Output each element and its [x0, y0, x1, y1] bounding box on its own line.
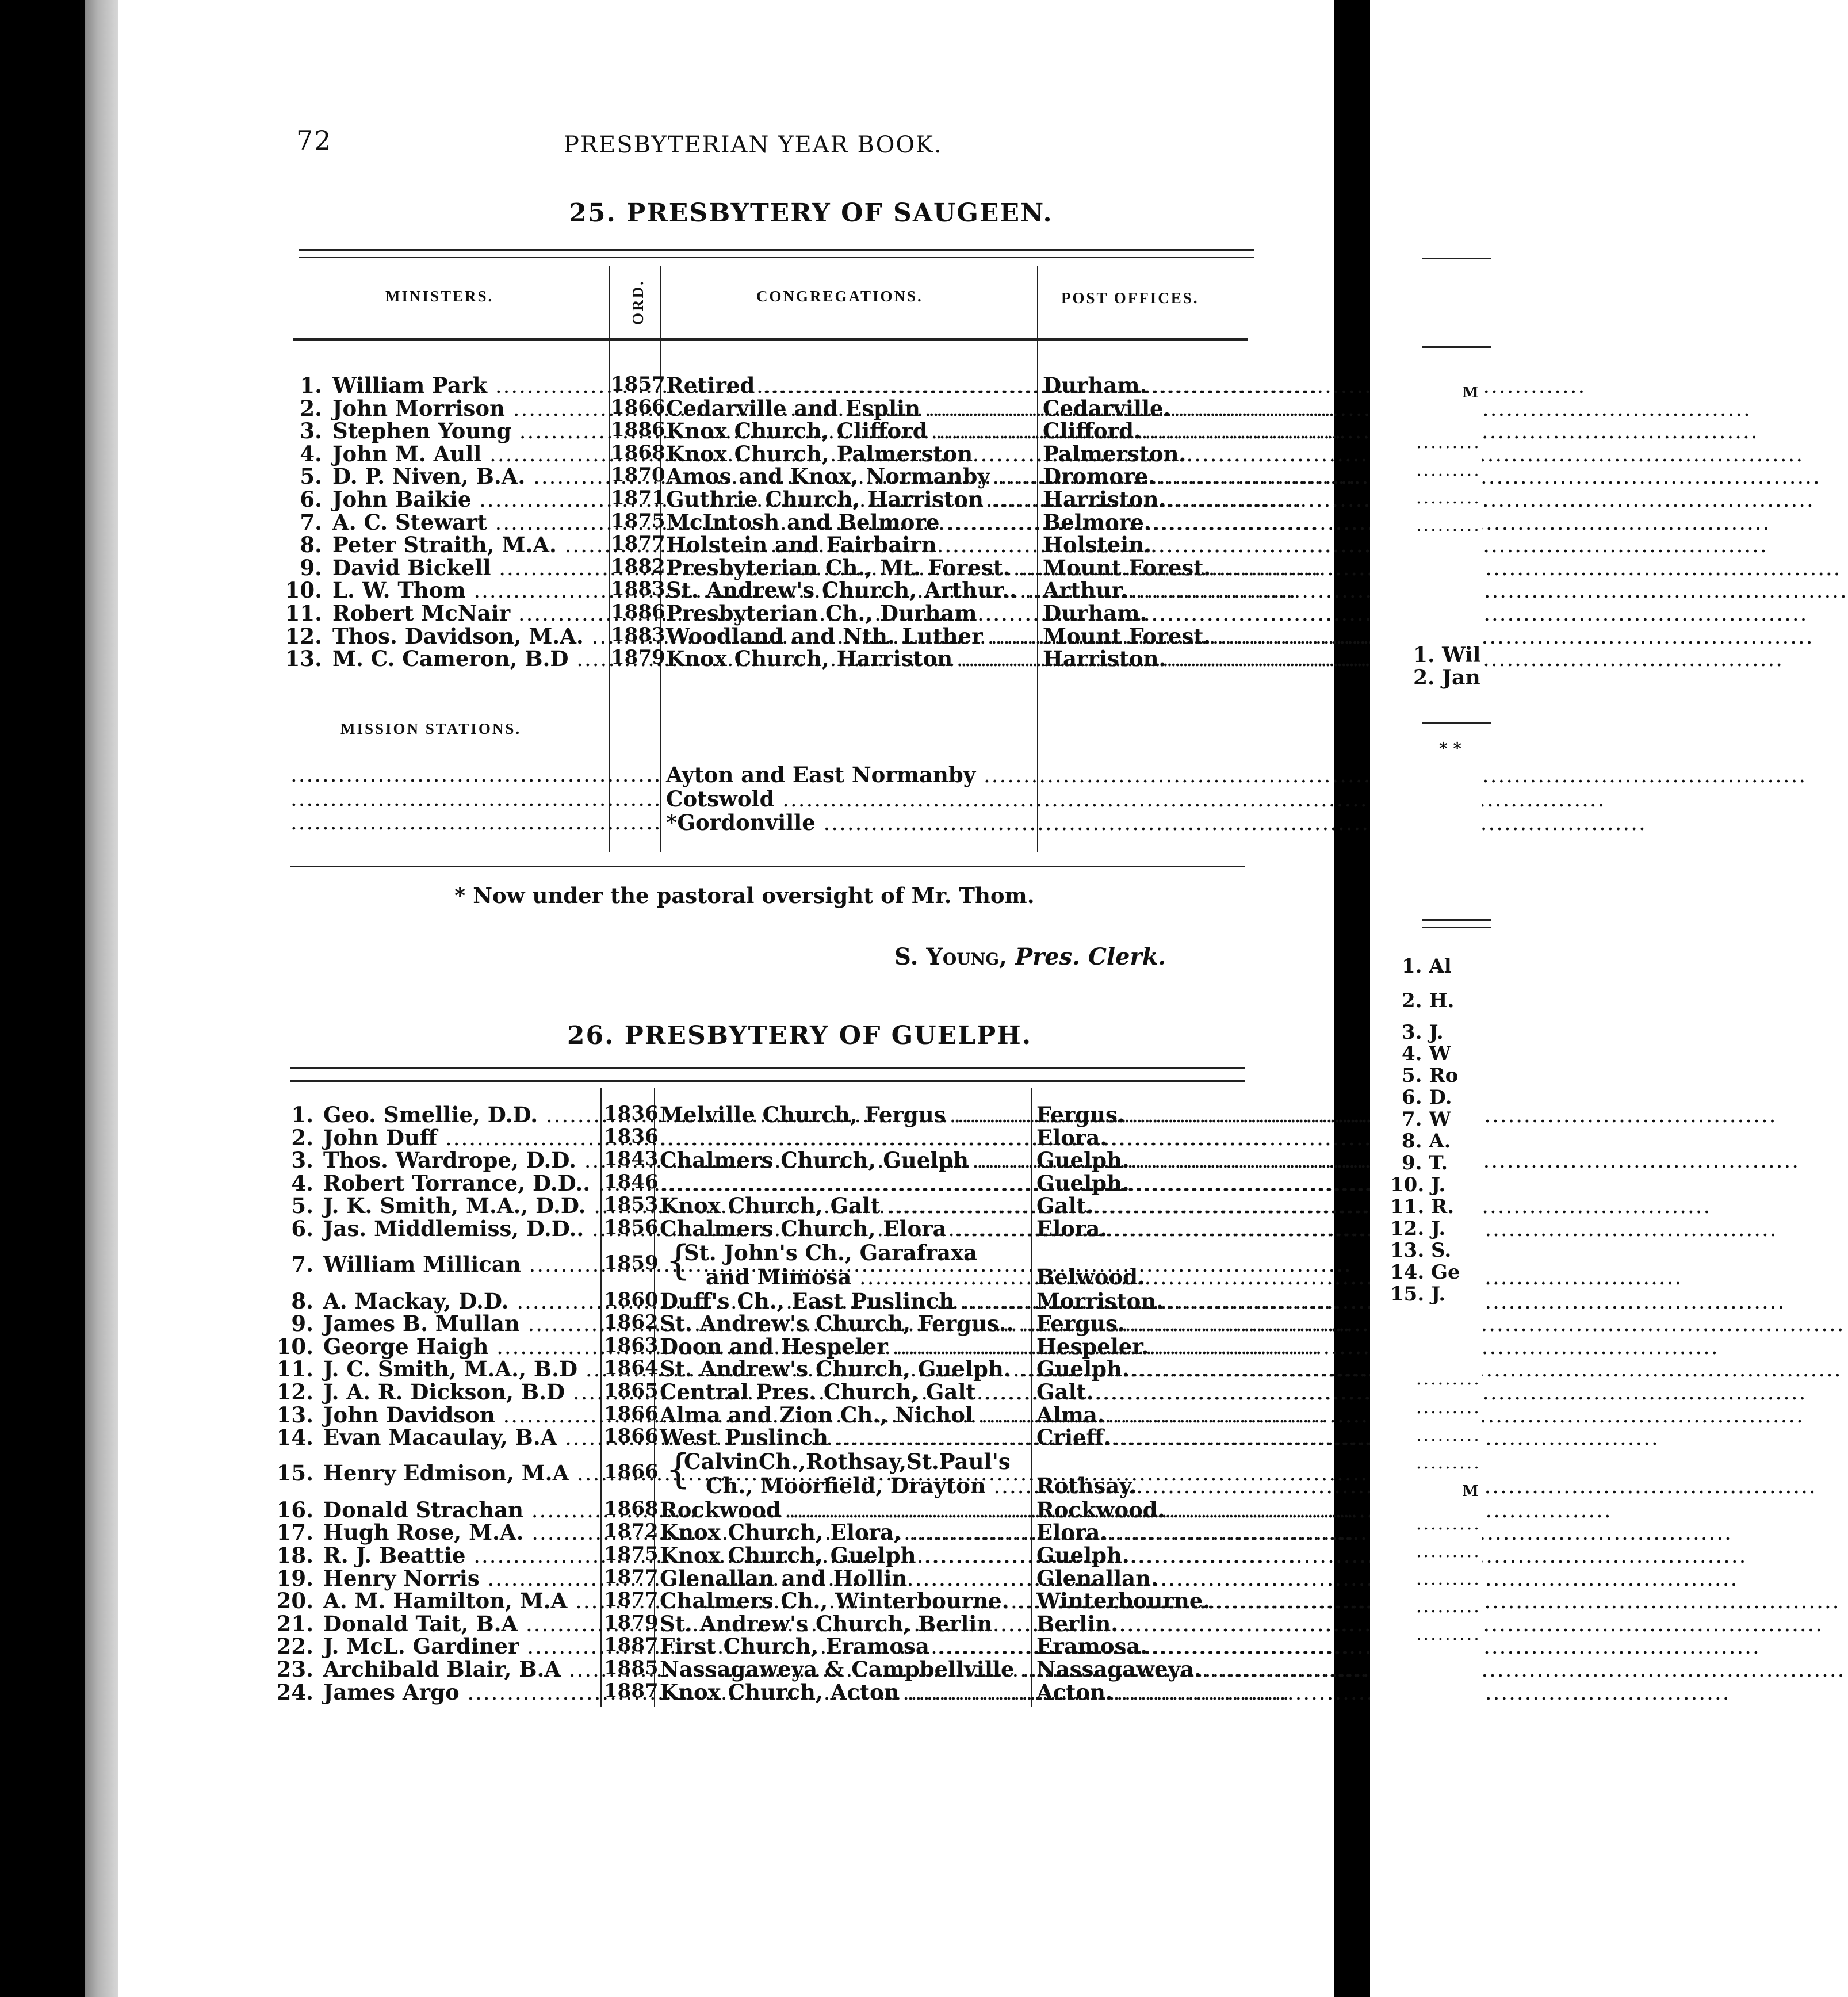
row-number: 3.	[300, 418, 322, 443]
facing-dots-3: .........	[1416, 488, 1481, 508]
row-number: 7.	[291, 1251, 313, 1277]
facing-list-item: 10. J.	[1390, 1173, 1446, 1196]
post-office: Galt.	[1036, 1193, 1094, 1219]
ordination-year: 1865	[604, 1379, 659, 1402]
minister-name: Donald Tait, B.A .....	[323, 1611, 599, 1636]
section-title-saugeen: 25. PRESBYTERY OF SAUGEEN.	[569, 198, 1053, 228]
congregation: Chalmers Church, Elora .....	[660, 1216, 1031, 1241]
minister-name: Archibald Blair, B.A .....	[323, 1656, 599, 1682]
post-office: Fergus.	[1036, 1311, 1125, 1337]
post-office: Arthur.	[1043, 577, 1128, 603]
mission-station: *Gordonville .....	[666, 810, 1034, 835]
ordination-year: 1870	[611, 464, 665, 487]
facing-list-item: 4. W	[1402, 1042, 1451, 1065]
mission-ord-dots: ......	[614, 786, 662, 811]
post-office: Mount Forest.	[1043, 555, 1211, 580]
post-office: Eramosa.	[1036, 1633, 1148, 1659]
congregation	[660, 1170, 1031, 1196]
minister-name: J. McL. Gardiner .....	[323, 1633, 599, 1659]
congregation: First Church, Eramosa .....	[660, 1633, 1031, 1659]
ordination-year: 1864	[604, 1356, 659, 1380]
minister-name: John Duff .....	[323, 1125, 599, 1150]
facing-dots-2: .........	[1416, 460, 1481, 480]
mission-ord-dots: ......	[614, 810, 662, 835]
facing-lower-fragment: M	[1462, 1483, 1479, 1500]
facing-dots-9: .........	[1416, 1514, 1481, 1534]
ordination-year: 1866	[604, 1402, 659, 1425]
minister-name: J. A. R. Dickson, B.D .....	[323, 1379, 599, 1405]
ordination-year: 1866	[604, 1425, 659, 1448]
congregation: Nassagaweya & Campbellville .....	[660, 1656, 1031, 1682]
minister-name: James B. Mullan .....	[323, 1311, 599, 1336]
minister-name: R. J. Beattie .....	[323, 1543, 599, 1568]
post-office: Galt.	[1036, 1379, 1094, 1405]
minister-name: Henry Edmison, M.A .....	[323, 1460, 599, 1486]
ordination-year: 1879	[611, 646, 665, 669]
post-office: Holstein.	[1043, 532, 1151, 557]
row-number: 4.	[291, 1170, 313, 1196]
ordination-year: 1871	[611, 487, 665, 510]
congregation: Glenallan and Hollin .....	[660, 1566, 1031, 1591]
post-office: Belmore.	[1043, 510, 1151, 535]
minister-name: John Morrison .....	[332, 396, 607, 421]
minister-name: D. P. Niven, B.A. .....	[332, 464, 607, 489]
ordination-year: 1887	[604, 1679, 659, 1703]
post-office: Rothsay.	[1036, 1472, 1137, 1498]
facing-star-row: * *	[1439, 739, 1462, 758]
ordination-year: 1868	[604, 1497, 659, 1520]
facing-list-item: 11. R.	[1390, 1195, 1455, 1218]
post-office: Palmerston.	[1043, 441, 1187, 466]
col-header-ord: ORD.	[629, 280, 646, 325]
post-office: Durham.	[1043, 373, 1147, 398]
congregation: St. Andrew's Church, Fergus.. .....	[660, 1311, 1031, 1336]
page-number: 72	[296, 125, 332, 156]
row-number: 14.	[276, 1425, 313, 1451]
row-number: 23.	[276, 1656, 313, 1682]
row-number: 15.	[276, 1460, 313, 1486]
minister-name: John Baikie .....	[332, 487, 607, 512]
clerk-name: S. Young,	[894, 943, 1008, 970]
row-number: 10.	[285, 577, 322, 603]
ordination-year: 1882	[611, 555, 665, 578]
facing-rule-5	[1422, 927, 1491, 928]
ordination-year: 1883	[611, 577, 665, 600]
row-number: 20.	[276, 1588, 313, 1614]
footnote: * Now under the pastoral oversight of Mr. Thom.	[454, 883, 1035, 908]
col-header-ministers: MINISTERS.	[385, 288, 494, 305]
row-number: 6.	[300, 487, 322, 512]
facing-list-item: 8. A.	[1402, 1130, 1451, 1153]
minister-name: William Millican .....	[323, 1252, 599, 1277]
minister-name: J. C. Smith, M.A., B.D .....	[323, 1356, 599, 1382]
congregation: Chalmers Ch., Winterbourne. .....	[660, 1588, 1031, 1613]
post-office: Dromore.	[1043, 464, 1156, 489]
congregation: Cedarville and Esplin .....	[666, 396, 1034, 421]
facing-list-item: 12. J.	[1390, 1217, 1446, 1240]
congregation: Guthrie Church, Harriston .....	[666, 487, 1034, 512]
minister-name: Jas. Middlemiss, D.D.. .....	[323, 1216, 599, 1241]
row-number: 2.	[291, 1124, 313, 1150]
ordination-year: 1857	[611, 373, 665, 396]
ordination-year: 1853	[604, 1193, 659, 1216]
post-office: Harriston.	[1043, 487, 1166, 512]
minister-name: M. C. Cameron, B.D .....	[332, 646, 607, 671]
ordination-year: 1886	[611, 418, 665, 441]
ordination-year: 1860	[604, 1288, 659, 1311]
minister-name: James Argo .....	[323, 1680, 599, 1705]
ordination-year: 1872	[604, 1520, 659, 1543]
congregation: Doon and Hespeler .....	[660, 1334, 1031, 1359]
minister-name: John M. Aull .....	[332, 441, 607, 466]
facing-dots-11: .........	[1416, 1569, 1481, 1589]
ordination-year: 1866	[604, 1460, 659, 1483]
clerk-role: Pres. Clerk.	[1015, 943, 1166, 970]
row-number: 12.	[276, 1379, 313, 1405]
post-office: Elora.	[1036, 1216, 1108, 1241]
ordination-year: 1856	[604, 1216, 659, 1239]
row-number: 2.	[300, 396, 322, 421]
row-number: 8.	[291, 1288, 313, 1314]
row-number: 5.	[291, 1193, 313, 1219]
post-office: Guelph.	[1036, 1356, 1130, 1382]
ordination-year: 1879	[604, 1610, 659, 1634]
post-office: Durham.	[1043, 600, 1147, 626]
facing-list-item: 15. J.	[1390, 1283, 1446, 1306]
facing-list-item: 1. Al	[1402, 955, 1452, 978]
row-number: 1.	[291, 1102, 313, 1127]
row-number: 17.	[276, 1520, 313, 1545]
facing-dots-8: .........	[1416, 1453, 1481, 1473]
post-office: Elora.	[1036, 1520, 1108, 1545]
facing-dots-12: .........	[1416, 1597, 1481, 1617]
minister-name: Robert McNair .....	[332, 600, 607, 626]
congregation: St. John's Ch., Garafraxa	[684, 1239, 978, 1265]
ordination-year: 1863	[604, 1333, 659, 1357]
facing-dots-1: .........	[1416, 433, 1481, 453]
post-office: Morriston.	[1036, 1288, 1164, 1314]
row-number: 24.	[276, 1679, 313, 1705]
facing-page-fragment	[1370, 0, 1482, 1997]
congregation: St. Andrew's Church, Guelph. .....	[660, 1356, 1031, 1382]
minister-name: Thos. Wardrope, D.D. .....	[323, 1147, 599, 1173]
brace-symbol: {	[665, 1236, 691, 1284]
minister-name: A. Mackay, D.D. .....	[323, 1288, 599, 1314]
ordination-year: 1875	[604, 1543, 659, 1566]
facing-list-item: 5. Ro	[1402, 1064, 1459, 1087]
congregation-line-2: Ch., Moorfield, Drayton .....	[706, 1473, 1031, 1498]
facing-list-item: 9. T.	[1402, 1151, 1448, 1175]
mission-minister-dots: .........................................	[290, 786, 615, 811]
ordination-year: 1836	[604, 1124, 659, 1148]
congregation: Retired .....	[666, 373, 1034, 398]
ordination-year: 1846	[604, 1170, 659, 1193]
minister-name: Hugh Rose, M.A. .....	[323, 1520, 599, 1545]
ordination-year: 1875	[611, 510, 665, 533]
ordination-year: 1862	[604, 1311, 659, 1334]
facing-rule-2	[1422, 346, 1491, 348]
post-office: Cedarville.	[1043, 396, 1171, 421]
congregation: Knox Church, Clifford .....	[666, 418, 1034, 443]
post-office: Fergus.	[1036, 1102, 1125, 1127]
row-number: 13.	[276, 1402, 313, 1428]
post-office: Winterbourne.	[1036, 1588, 1211, 1614]
row-number: 22.	[276, 1633, 313, 1659]
minister-name: George Haigh .....	[323, 1334, 599, 1359]
facing-upper-item-2: 2. Jan	[1413, 665, 1480, 690]
facing-dots-7: .........	[1416, 1425, 1481, 1445]
ordination-year: 1843	[604, 1147, 659, 1171]
minister-name: Evan Macaulay, B.A .....	[323, 1425, 599, 1450]
row-number: 19.	[276, 1565, 313, 1591]
minister-name: A. C. Stewart .....	[332, 510, 607, 535]
ordination-year: 1887	[604, 1633, 659, 1657]
post-office: Belwood.	[1036, 1264, 1145, 1290]
row-number: 1.	[300, 373, 322, 398]
minister-name: L. W. Thom .....	[332, 577, 607, 603]
row-number: 11.	[285, 600, 322, 626]
congregation: Duff's Ch., East Puslinch .....	[660, 1288, 1031, 1314]
post-office: Rockwood.	[1036, 1497, 1165, 1522]
congregation: Woodland and Nth. Luther .....	[666, 623, 1034, 649]
post-office: Acton.	[1036, 1679, 1113, 1705]
post-office: Alma.	[1036, 1402, 1105, 1428]
post-office: Glenallan.	[1036, 1565, 1158, 1591]
mission-station: Ayton and East Normanby .....	[666, 762, 1034, 787]
ordination-year: 1886	[611, 600, 665, 623]
facing-list-item: 3. J.	[1402, 1021, 1444, 1044]
minister-name: Geo. Smellie, D.D. .....	[323, 1102, 599, 1127]
section-title-guelph: 26. PRESBYTERY OF GUELPH.	[567, 1021, 1032, 1050]
ordination-year: 1885	[604, 1656, 659, 1680]
congregation: Knox Church, Acton .....	[660, 1680, 1031, 1705]
post-office: Harriston.	[1043, 646, 1166, 671]
minister-name: Peter Straith, M.A. .....	[332, 532, 607, 557]
congregation	[660, 1125, 1031, 1150]
brace-symbol: {	[665, 1445, 691, 1493]
minister-name: Thos. Davidson, M.A. .....	[332, 623, 607, 649]
mission-ord-dots: ......	[614, 762, 662, 787]
minister-name: William Park .....	[332, 373, 607, 398]
congregation: Presbyterian Ch., Mt. Forest. .....	[666, 555, 1034, 580]
facing-dots-13: .........	[1416, 1624, 1481, 1644]
facing-dots-6: .........	[1416, 1398, 1481, 1418]
row-number: 3.	[291, 1147, 313, 1173]
mission-stations-label: MISSION STATIONS.	[340, 720, 522, 737]
congregation: Rockwood .....	[660, 1497, 1031, 1522]
post-office: Guelph.	[1036, 1147, 1130, 1173]
post-office: Guelph.	[1036, 1170, 1130, 1196]
congregation: Knox Church, Harriston .....	[666, 646, 1034, 671]
mission-minister-dots: .........................................	[290, 810, 615, 835]
facing-rule-3	[1422, 722, 1491, 724]
facing-list-item: 2. H.	[1402, 989, 1455, 1012]
mission-station: Cotswold .....	[666, 786, 1034, 812]
facing-rule-4	[1422, 919, 1491, 921]
facing-header-fragment: M	[1462, 384, 1479, 401]
congregation: West Puslinch .....	[660, 1425, 1031, 1450]
congregation: Melville Church, Fergus .....	[660, 1102, 1031, 1127]
facing-dots-5: .........	[1416, 1369, 1481, 1389]
row-number: 4.	[300, 441, 322, 466]
minister-name: Stephen Young .....	[332, 418, 607, 443]
congregation: Alma and Zion Ch., Nichol .....	[660, 1402, 1031, 1428]
facing-dots-10: .........	[1416, 1541, 1481, 1562]
row-number: 11.	[276, 1356, 313, 1382]
facing-list-item: 7. W	[1402, 1108, 1451, 1131]
ordination-year: 1877	[604, 1565, 659, 1589]
facing-list-item: 6. D.	[1402, 1086, 1452, 1109]
minister-name: John Davidson .....	[323, 1402, 599, 1428]
congregation: Knox Church, Palmerston .....	[666, 441, 1034, 466]
facing-rule-1	[1422, 258, 1491, 259]
congregation: St. Andrew's Church, Berlin .....	[660, 1611, 1031, 1636]
ordination-year: 1836	[604, 1102, 659, 1125]
mission-minister-dots: .........................................	[290, 762, 615, 787]
minister-name: A. M. Hamilton, M.A .....	[323, 1588, 599, 1613]
minister-name: Robert Torrance, D.D.. .....	[323, 1170, 599, 1196]
row-number: 12.	[285, 623, 322, 649]
post-office: Clifford.	[1043, 418, 1141, 443]
congregation: CalvinCh.,Rothsay,St.Paul's	[684, 1448, 1011, 1474]
congregation: Amos and Knox, Normanby .....	[666, 464, 1034, 489]
facing-upper-item-1: 1. Wil	[1413, 643, 1481, 667]
congregation: Holstein and Fairbairn .....	[666, 532, 1034, 557]
minister-name: David Bickell .....	[332, 555, 607, 580]
row-number: 5.	[300, 464, 322, 489]
minister-name: J. K. Smith, M.A., D.D. .....	[323, 1193, 599, 1218]
congregation-line-2: and Mimosa .....	[706, 1264, 1031, 1290]
post-office: Berlin.	[1036, 1610, 1119, 1636]
congregation: Chalmers Church, Guelph .....	[660, 1147, 1031, 1173]
row-number: 10.	[276, 1333, 313, 1359]
post-office: Mount Forest.	[1043, 623, 1211, 649]
row-number: 9.	[291, 1311, 313, 1337]
row-number: 16.	[276, 1497, 313, 1522]
row-number: 18.	[276, 1543, 313, 1568]
minister-name: Donald Strachan .....	[323, 1497, 599, 1522]
row-number: 21.	[276, 1610, 313, 1636]
row-number: 9.	[300, 555, 322, 580]
running-head-title: PRESBYTERIAN YEAR BOOK.	[564, 132, 943, 158]
post-office: Elora.	[1036, 1124, 1108, 1150]
col-header-congregations: CONGREGATIONS.	[756, 288, 923, 305]
post-office: Crieff.	[1036, 1425, 1111, 1451]
ordination-year: 1877	[611, 532, 665, 555]
ordination-year: 1877	[604, 1588, 659, 1612]
row-number: 6.	[291, 1216, 313, 1241]
congregation: McIntosh and Belmore .....	[666, 510, 1034, 535]
post-office: Nassagaweya.	[1036, 1656, 1202, 1682]
minister-name: Henry Norris .....	[323, 1566, 599, 1591]
row-number: 13.	[285, 646, 322, 671]
ordination-year: 1883	[611, 623, 665, 646]
congregation: Knox Church, Guelph .....	[660, 1543, 1031, 1568]
congregation: Knox Church, Elora, .....	[660, 1520, 1031, 1545]
post-office: Guelph.	[1036, 1543, 1130, 1568]
congregation: St. Andrew's Church, Arthur.. .....	[666, 577, 1034, 603]
post-office: Hespeler.	[1036, 1333, 1149, 1359]
congregation: Knox Church, Galt .....	[660, 1193, 1031, 1218]
facing-list-item: 14. Ge	[1390, 1261, 1460, 1284]
row-number: 8.	[300, 532, 322, 557]
facing-list-item: 13. S.	[1390, 1239, 1452, 1262]
col-header-post-offices: POST OFFICES.	[1061, 289, 1199, 307]
ordination-year: 1866	[611, 396, 665, 419]
congregation: Presbyterian Ch., Durham .....	[666, 600, 1034, 626]
ordination-year: 1859	[604, 1251, 659, 1275]
ordination-year: 1868	[611, 441, 665, 464]
row-number: 7.	[300, 510, 322, 535]
congregation: Central Pres. Church, Galt .....	[660, 1379, 1031, 1405]
facing-dots-4: .........	[1416, 515, 1481, 535]
